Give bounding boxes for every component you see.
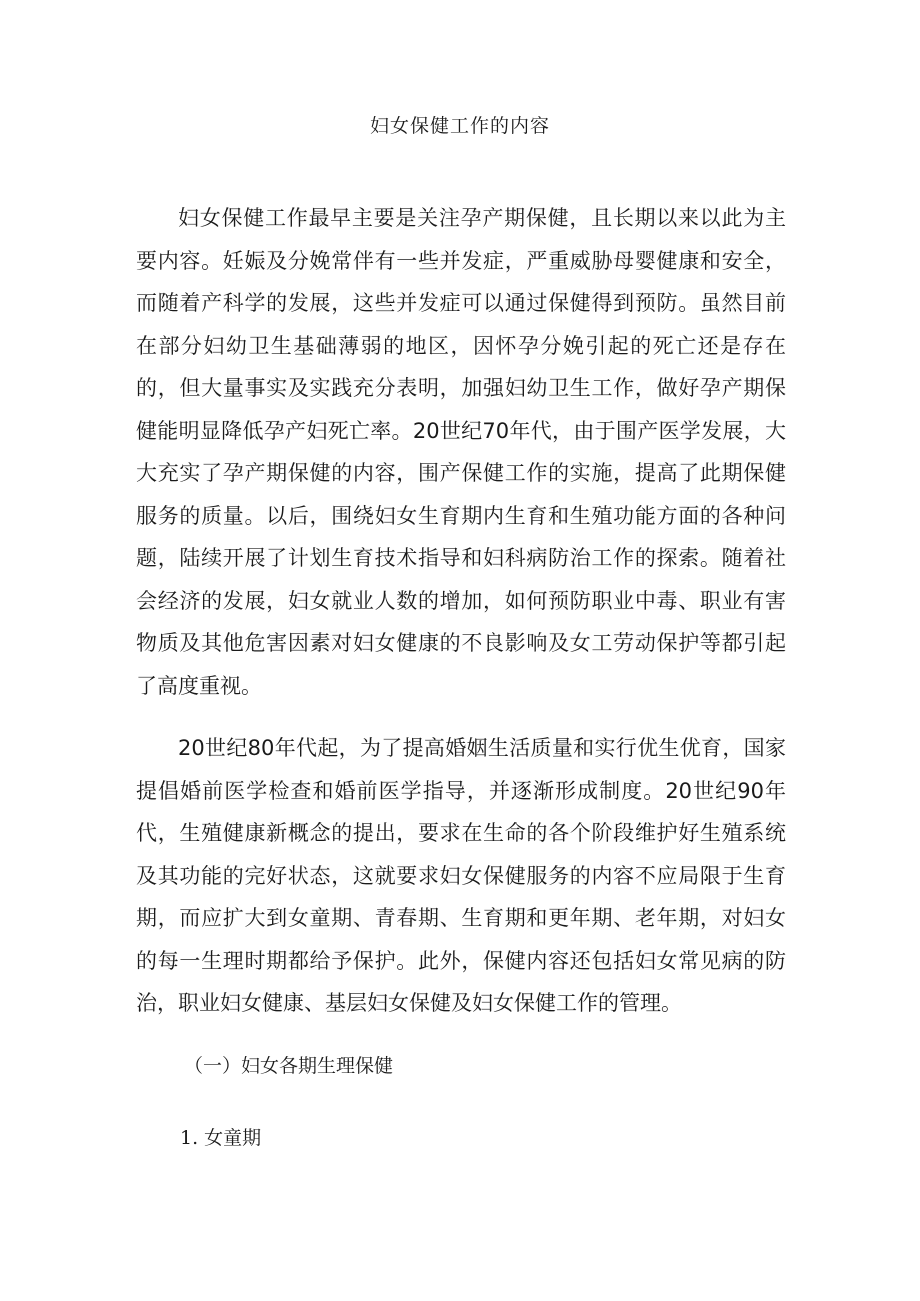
body-paragraph-1: 妇女保健工作最早主要是关注孕产期保健，且长期以来以此为主要内容。妊娠及分娩常伴有一些并发症，严重威胁母婴健康和安全，而随着产科学的发展，这些并发症可以通过保健得到预防。虽然目前在部分妇幼卫生基础薄弱的地区，因怀孕分娩引起的死亡还是存在的，但大量事实及实践充分表明，加强妇幼卫生工作，做好孕产期保健能明显降低孕产妇死亡率。20世纪70年代，由于围产医学发展，大大充实了孕产期保健的内容，围产保健工作的实施，提高了此期保健服务的质量。以后，围绕妇女生育期内生育和生殖功能方面的各种问题，陆续开展了计划生育技术指导和妇科病防治工作的探索。随着社会经济的发展，妇女就业人数的增加，如何预防职业中毒、职业有害物质及其他危害因素对妇女健康的不良影响及女工劳动保护等都引起了高度重视。 [136,206,786,698]
body-paragraph-2: 20世纪80年代起，为了提高婚姻生活质量和实行优生优育，国家提倡婚前医学检查和婚前医学指导，并逐渐形成制度。20世纪90年代，生殖健康新概念的提出，要求在生命的各个阶段维护好生殖系统及其功能的完好状态，这就要求妇女保健服务的内容不应局限于生育期，而应扩大到女童期、青春期、生育期和更年期、老年期，对妇女的每一生理时期都给予保护。此外，保健内容还包括妇女常见病的防治，职业妇女健康、基层妇女保健及妇女保健工作的管理。 [136,736,786,1015]
section-heading: （一）妇女各期生理保健 [184,1055,394,1077]
subsection-heading: 1. 女童期 [180,1127,262,1149]
document-title: 妇女保健工作的内容 [369,115,550,137]
